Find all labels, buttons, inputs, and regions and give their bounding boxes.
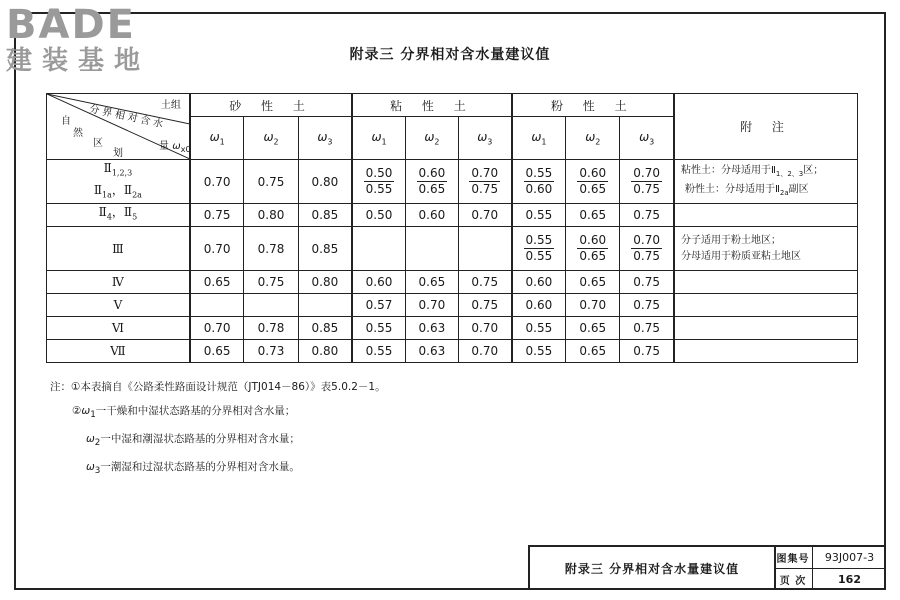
value-cell: 0.73 xyxy=(244,340,298,363)
value-cell: 0.55 xyxy=(352,317,405,340)
value-cell: 0.70 xyxy=(190,160,244,204)
atlas-label: 图集号 xyxy=(774,547,813,568)
atlas-value: 93J007-3 xyxy=(824,551,875,564)
value-cell: 0.85 xyxy=(298,317,352,340)
note-cell xyxy=(674,294,858,317)
title-block-atlas-row xyxy=(774,547,886,569)
diag-moisture-label-2: 量 $\omega_{x0}$ xyxy=(159,141,191,154)
omega-1-header: $\omega_1$ xyxy=(512,117,566,160)
value-cell: 0.55 xyxy=(512,204,566,227)
value-cell: 0.78 xyxy=(244,227,298,271)
value-cell: 0.85 xyxy=(298,227,352,271)
title-block-title: 附录三 分界相对含水量建议值 xyxy=(530,547,776,590)
diag-region-char-2: 然 xyxy=(73,128,83,139)
fraction-cell: $\frac{0.70}{0.75}$ xyxy=(458,160,511,204)
value-cell: 0.75 xyxy=(190,204,244,227)
group-header-sand: 砂 性 土 xyxy=(190,94,352,117)
value-cell: 0.85 xyxy=(298,204,352,227)
diag-moisture-label: 分界相对含水 xyxy=(88,103,167,131)
footnote-3: $\omega_2$一中湿和潮湿状态路基的分界相对含水量； xyxy=(86,433,300,449)
value-cell: 0.65 xyxy=(566,204,620,227)
value-cell: 0.70 xyxy=(458,340,511,363)
table-row xyxy=(47,317,858,340)
omega-2-header: $\omega_2$ xyxy=(566,117,620,160)
note-cell: 分子适用于粉土地区； 分母适用于粉质亚粘土地区 xyxy=(674,227,858,271)
diagonal-header xyxy=(47,94,190,160)
title-block xyxy=(528,545,886,590)
table-row xyxy=(47,340,858,363)
value-cell: 0.65 xyxy=(566,271,620,294)
omega-1-header: $\omega_1$ xyxy=(352,117,405,160)
fraction-cell: $\frac{0.60}{0.65}$ xyxy=(405,160,458,204)
diag-region-char-3: 区 xyxy=(93,138,103,149)
value-cell: 0.65 xyxy=(190,340,244,363)
value-cell: 0.75 xyxy=(620,317,674,340)
value-cell: 0.63 xyxy=(405,317,458,340)
table-row xyxy=(47,227,858,271)
value-cell: 0.80 xyxy=(298,340,352,363)
value-cell: 0.65 xyxy=(566,317,620,340)
note-cell xyxy=(674,271,858,294)
diag-region-char-1: 自 xyxy=(61,116,71,127)
watermark-cjk: 建装基地 xyxy=(6,46,151,76)
fraction-cell: $\frac{0.70}{0.75}$ xyxy=(620,160,674,204)
table-row xyxy=(47,204,858,227)
table-row xyxy=(47,160,858,204)
value-cell: 0.70 xyxy=(458,204,511,227)
omega-3-header: $\omega_3$ xyxy=(620,117,674,160)
omega-2-header: $\omega_2$ xyxy=(405,117,458,160)
region-cell: Ⅵ xyxy=(47,317,190,340)
value-cell: 0.80 xyxy=(298,160,352,204)
value-cell: 0.75 xyxy=(620,204,674,227)
note-cell xyxy=(674,317,858,340)
value-cell: 0.60 xyxy=(352,271,405,294)
footnote-1: 注：①本表摘自《公路柔性路面设计规范（JTJ014－86）》表5.0.2－1。 xyxy=(50,381,386,393)
omega-3-header: $\omega_3$ xyxy=(458,117,511,160)
value-cell: 0.75 xyxy=(458,271,511,294)
empty-cell xyxy=(190,294,244,317)
value-cell: 0.70 xyxy=(190,227,244,271)
table-row xyxy=(47,271,858,294)
omega-2-header: $\omega_2$ xyxy=(244,117,298,160)
region-cell: Ⅳ xyxy=(47,271,190,294)
note-cell: 粘性土：分母适用于$Ⅱ_{1、2、3}$区； 粉性土：分母适用于$Ⅱ_{2a}$副区 xyxy=(674,160,858,204)
value-cell: 0.60 xyxy=(512,294,566,317)
value-cell: 0.70 xyxy=(458,317,511,340)
footnote-4: $\omega_3$一潮湿和过湿状态路基的分界相对含水量。 xyxy=(86,461,300,477)
value-cell: 0.65 xyxy=(566,340,620,363)
empty-cell xyxy=(244,294,298,317)
value-cell: 0.60 xyxy=(405,204,458,227)
value-cell: 0.80 xyxy=(244,204,298,227)
footnote-2: $②\omega_1$一干燥和中湿状态路基的分界相对含水量； xyxy=(72,405,296,421)
watermark-latin: BADE xyxy=(6,2,136,48)
omega-3-header: $\omega_3$ xyxy=(298,117,352,160)
fraction-cell: $\frac{0.55}{0.55}$ xyxy=(512,227,566,271)
note-header: 附 注 xyxy=(674,94,858,160)
value-cell: 0.55 xyxy=(512,340,566,363)
value-cell: 0.75 xyxy=(244,271,298,294)
value-cell: 0.70 xyxy=(566,294,620,317)
value-cell: 0.78 xyxy=(244,317,298,340)
fraction-cell: $\frac{0.55}{0.60}$ xyxy=(512,160,566,204)
value-cell: 0.70 xyxy=(405,294,458,317)
value-cell: 0.75 xyxy=(620,294,674,317)
value-cell: 0.70 xyxy=(190,317,244,340)
diag-soil-label: 土组 xyxy=(160,100,181,111)
title-block-page-row xyxy=(774,569,886,590)
region-cell: $Ⅱ_4$，$Ⅱ_5$ xyxy=(47,204,190,227)
value-cell: 0.65 xyxy=(190,271,244,294)
empty-cell xyxy=(352,227,405,271)
moisture-table xyxy=(46,93,858,363)
fraction-cell: $\frac{0.60}{0.65}$ xyxy=(566,160,620,204)
footnotes xyxy=(50,375,386,483)
region-cell: Ⅲ xyxy=(47,227,190,271)
note-cell xyxy=(674,204,858,227)
value-cell: 0.50 xyxy=(352,204,405,227)
empty-cell xyxy=(405,227,458,271)
value-cell: 0.65 xyxy=(405,271,458,294)
value-cell: 0.55 xyxy=(352,340,405,363)
value-cell: 0.75 xyxy=(620,340,674,363)
fraction-cell: $\frac{0.60}{0.65}$ xyxy=(566,227,620,271)
value-cell: 0.60 xyxy=(512,271,566,294)
value-cell: 0.75 xyxy=(620,271,674,294)
omega-1-header: $\omega_1$ xyxy=(190,117,244,160)
fraction-cell: $\frac{0.70}{0.75}$ xyxy=(620,227,674,271)
value-cell: 0.80 xyxy=(298,271,352,294)
value-cell: 0.63 xyxy=(405,340,458,363)
group-header-clay: 粘 性 土 xyxy=(352,94,511,117)
watermark-logo xyxy=(6,4,150,76)
empty-cell xyxy=(458,227,511,271)
value-cell: 0.75 xyxy=(244,160,298,204)
value-cell: 0.75 xyxy=(458,294,511,317)
note-cell xyxy=(674,340,858,363)
group-header-silt: 粉 性 土 xyxy=(512,94,674,117)
value-cell: 0.55 xyxy=(512,317,566,340)
region-cell: $Ⅱ_{1,2,3}$ $Ⅱ_{1a}$，$Ⅱ_{2a}$ xyxy=(47,160,190,204)
page-value: 162 xyxy=(838,573,861,586)
value-cell: 0.57 xyxy=(352,294,405,317)
empty-cell xyxy=(298,294,352,317)
page-title: 附录三 分界相对含水量建议值 xyxy=(349,47,551,63)
page-label: 页 次 xyxy=(774,569,813,590)
fraction-cell: $\frac{0.50}{0.55}$ xyxy=(352,160,405,204)
region-cell: Ⅶ xyxy=(47,340,190,363)
diag-region-char-4: 划 xyxy=(113,148,123,159)
region-cell: Ⅴ xyxy=(47,294,190,317)
table-row xyxy=(47,294,858,317)
